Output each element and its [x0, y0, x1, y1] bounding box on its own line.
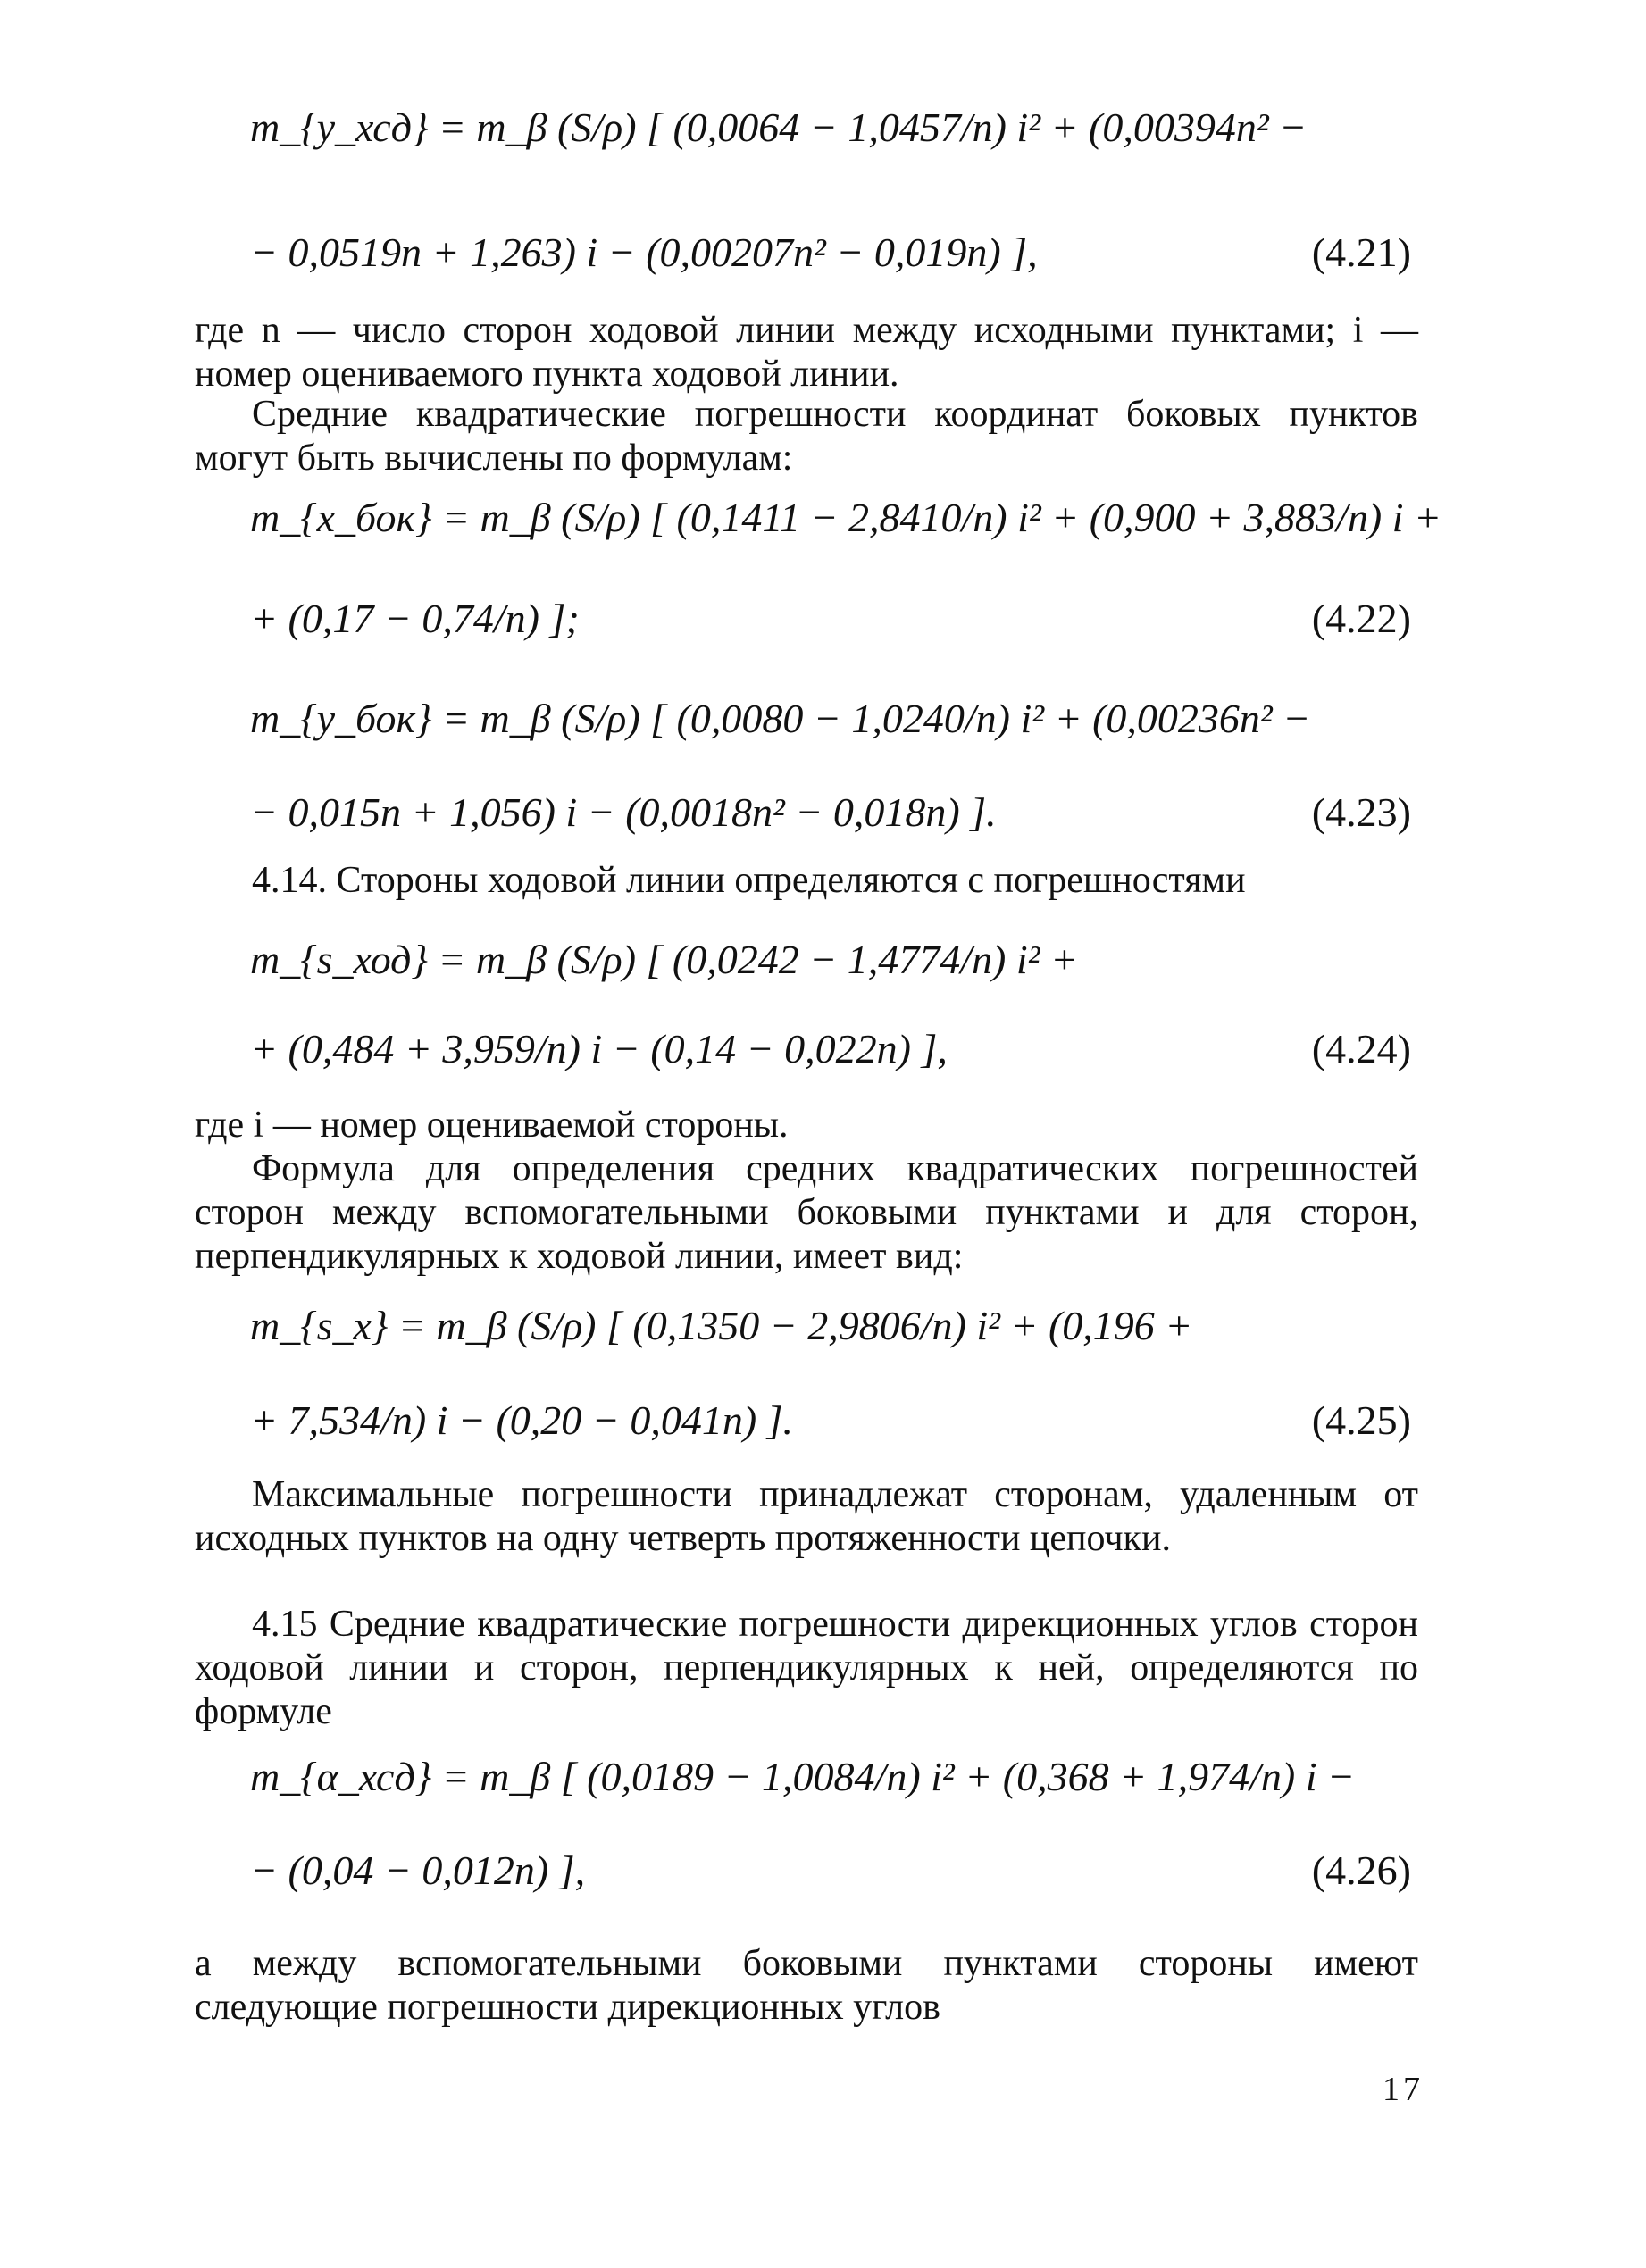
equation-number: (4.24)	[1311, 1026, 1411, 1071]
formula-4-23-cont	[250, 790, 1411, 836]
formula-line: + (0,17 − 0,74/n) ];	[250, 596, 580, 641]
formula-4-24	[250, 938, 1411, 983]
formula-line: m_{y_хсд} = m_β (S/ρ) [ (0,0064 − 1,0457/n) i² + (0,00394n² −	[250, 104, 1308, 150]
paragraph-intro-side-points: Средние квадратические погрешности координат боковых пунктов могут быть вычислены по формулам:	[195, 394, 1418, 479]
formula-4-24-cont	[250, 1027, 1411, 1072]
formula-line: − 0,015n + 1,056) i − (0,0018n² − 0,018n) ].	[250, 789, 997, 835]
formula-4-26	[250, 1755, 1411, 1800]
paragraph-side-index: где i — номер оцениваемой стороны.	[195, 1105, 789, 1146]
paragraph-definitions: где n — число сторон ходовой линии между исходными пунктами; i — номер оцениваемого пункта ходовой линии.	[195, 310, 1418, 395]
formula-4-21-cont	[250, 230, 1411, 276]
page-number: 17	[1383, 2071, 1424, 2108]
formula-line: m_{x_бок} = m_β (S/ρ) [ (0,1411 − 2,8410/n) i² + (0,900 + 3,883/n) i +	[250, 495, 1441, 540]
paragraph-closing: а между вспомогательными боковыми пунктами стороны имеют следующие погрешности дирекционных углов	[195, 1943, 1418, 2028]
equation-number: (4.21)	[1311, 229, 1411, 275]
formula-4-25	[250, 1304, 1411, 1349]
formula-4-26-cont	[250, 1848, 1411, 1894]
formula-4-22-cont	[250, 596, 1411, 642]
formula-4-21	[250, 105, 1411, 151]
paragraph-max-errors: Максимальные погрешности принадлежат сторонам, удаленным от исходных пунктов на одну четверть протяженности цепочки.	[195, 1474, 1418, 1559]
formula-line: m_{s_x} = m_β (S/ρ) [ (0,1350 − 2,9806/n) i² + (0,196 +	[250, 1303, 1193, 1348]
formula-line: + (0,484 + 3,959/n) i − (0,14 − 0,022n) ],	[250, 1026, 948, 1071]
equation-number: (4.22)	[1311, 596, 1411, 641]
paragraph-intro-4-25: Формула для определения средних квадратических погрешностей сторон между вспомогательными боковыми пунктами и для сторон, перпендикулярных к ходовой линии, имеет вид:	[195, 1148, 1418, 1277]
formula-4-25-cont	[250, 1398, 1411, 1444]
equation-number: (4.26)	[1311, 1847, 1411, 1893]
equation-number: (4.23)	[1311, 789, 1411, 835]
formula-4-23	[250, 696, 1411, 742]
formula-line: − 0,0519n + 1,263) i − (0,00207n² − 0,019n) ],	[250, 229, 1038, 275]
paragraph-section-4-14: 4.14. Стороны ходовой линии определяются с погрешностями	[252, 860, 1246, 901]
formula-line: − (0,04 − 0,012n) ],	[250, 1847, 586, 1893]
formula-line: m_{s_ход} = m_β (S/ρ) [ (0,0242 − 1,4774/n) i² +	[250, 937, 1078, 982]
formula-line: m_{y_бок} = m_β (S/ρ) [ (0,0080 − 1,0240/n) i² + (0,00236n² −	[250, 696, 1311, 741]
paragraph-section-4-15: 4.15 Средние квадратические погрешности дирекционных углов сторон ходовой линии и сторон, перпендикулярных к ней, определяются по формуле	[195, 1604, 1418, 1732]
formula-line: m_{α_хсд} = m_β [ (0,0189 − 1,0084/n) i² + (0,368 + 1,974/n) i −	[250, 1754, 1356, 1799]
formula-4-22	[250, 495, 1441, 541]
equation-number: (4.25)	[1311, 1397, 1411, 1443]
formula-line: + 7,534/n) i − (0,20 − 0,041n) ].	[250, 1397, 794, 1443]
